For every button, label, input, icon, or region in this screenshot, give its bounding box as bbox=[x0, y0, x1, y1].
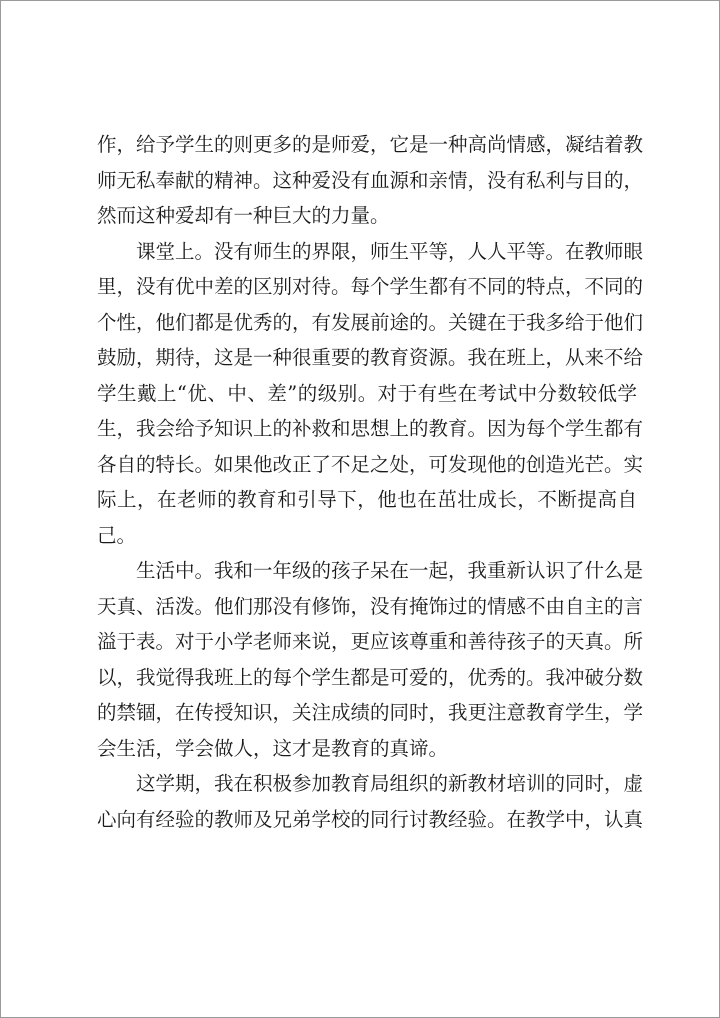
text-line: 个性，他们都是优秀的，有发展前途的。关键在于我多给于他们 bbox=[97, 310, 644, 334]
paragraph-first-line: 这学期，我在积极参加教育局组织的新教材培训的同时，虚 bbox=[136, 772, 644, 795]
text-line: 天真、活泼。他们那没有修饰，没有掩饰过的情感不由自主的言 bbox=[97, 594, 644, 618]
text-line: 鼓励，期待，这是一种很重要的教育资源。我在班上，从来不给 bbox=[97, 346, 644, 369]
text-line: 然而这种爱却有一种巨大的力量。 bbox=[97, 204, 390, 227]
text-line: 生，我会给予知识上的补救和思想上的教育。因为每个学生都有 bbox=[97, 417, 644, 440]
text-line: 师无私奉献的精神。这种爱没有血源和亲情，没有私利与目的， bbox=[97, 168, 644, 192]
text-line: 的禁锢，在传授知识，关注成绩的同时，我更注意教育学生，学 bbox=[97, 701, 644, 724]
text-line: 以，我觉得我班上的每个学生都是可爱的，优秀的。我冲破分数 bbox=[97, 665, 644, 689]
text-line: 里，没有优中差的区别对待。每个学生都有不同的特点，不同的 bbox=[97, 275, 644, 298]
text-line: 溢于表。对于小学老师来说，更应该尊重和善待孩子的天真。所 bbox=[97, 630, 644, 653]
text-line: 学生戴上“优、中、差”的级别。对于有些在考试中分数较低学 bbox=[97, 381, 637, 405]
paragraph-first-line: 生活中。我和一年级的孩子呆在一起，我重新认识了什么是 bbox=[136, 559, 644, 582]
document-body bbox=[97, 127, 644, 837]
text-line: 己。 bbox=[97, 523, 137, 547]
text-line: 心向有经验的教师及兄弟学校的同行讨教经验。在教学中，认真 bbox=[97, 807, 644, 831]
text-line: 会生活，学会做人，这才是教育的真谛。 bbox=[97, 736, 449, 760]
paragraph-first-line: 课堂上。没有师生的界限，师生平等，人人平等。在教师眼 bbox=[136, 239, 644, 263]
text-line: 际上，在老师的教育和引导下，他也在茁壮成长，不断提高自 bbox=[97, 488, 637, 511]
text-line: 作，给予学生的则更多的是师爱，它是一种高尚情感，凝结着教 bbox=[97, 133, 644, 156]
text-line: 各自的特长。如果他改正了不足之处，可发现他的创造光芒。实 bbox=[97, 452, 644, 476]
